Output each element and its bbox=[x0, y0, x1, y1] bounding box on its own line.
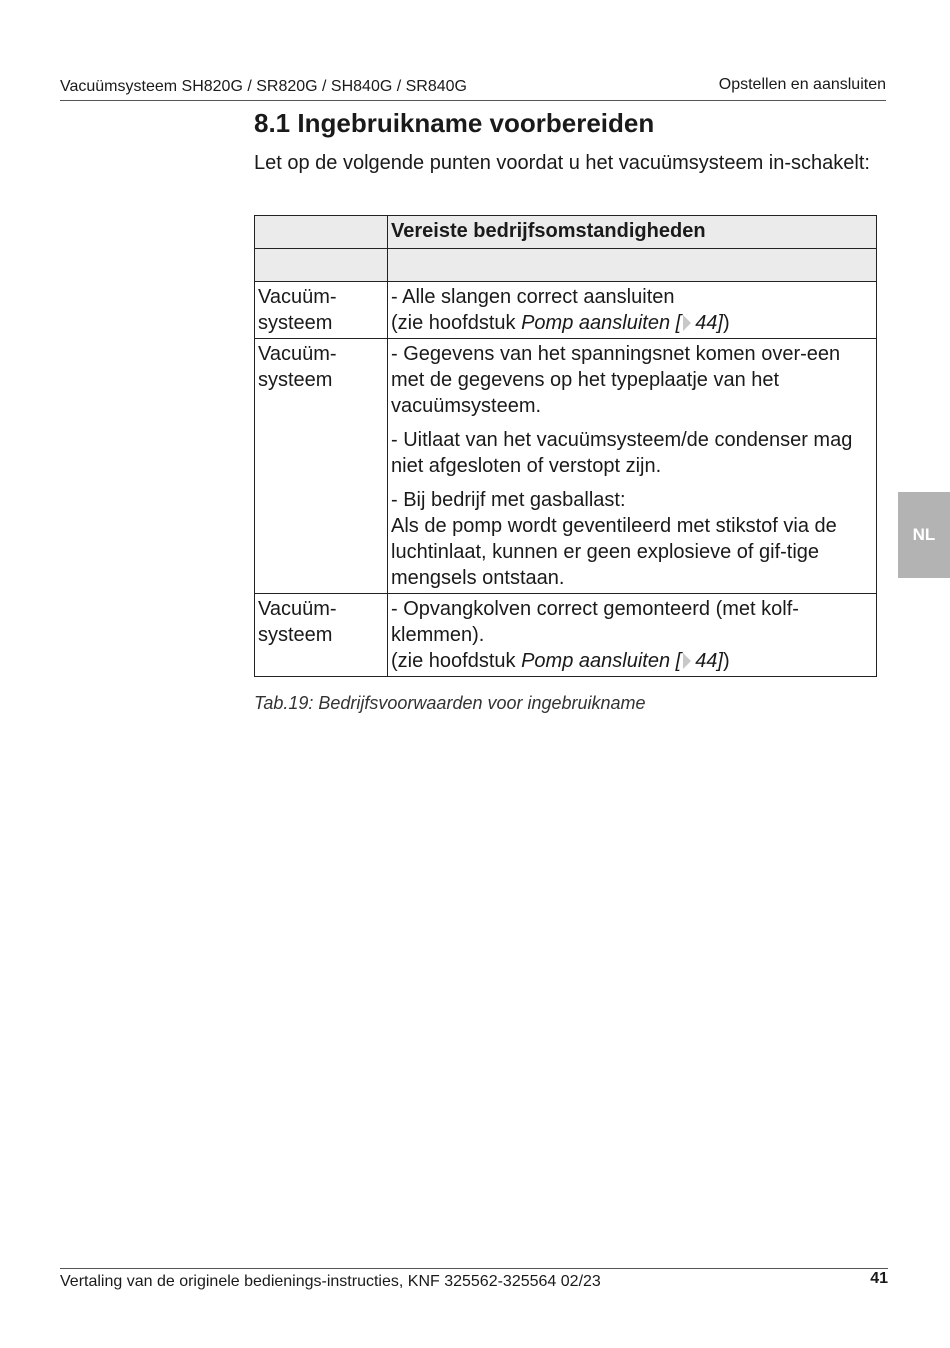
requirement-text-continued: Als de pomp wordt geventileerd met stikstof via de luchtinlaat, kunnen er geen explosieve of gif-tige mengsels ontstaan. bbox=[391, 515, 837, 589]
running-header-title: Vacuümsysteem SH820G / SR820G / SH840G / SR840G bbox=[60, 78, 467, 95]
page-arrow-icon bbox=[683, 315, 691, 331]
table-empty-cell bbox=[388, 249, 877, 282]
footer-text: Vertaling van de originele bedienings-instructies, KNF 325562-325564 02/23 bbox=[60, 1273, 601, 1290]
requirement-text: - Opvangkolven correct gemonteerd (met kolf-klemmen). bbox=[391, 598, 799, 646]
table-empty-row bbox=[255, 249, 877, 282]
row-label: Vacuüm-systeem bbox=[255, 282, 388, 339]
requirement-paragraph: - Gegevens van het spanningsnet komen over-een met de gegevens op het typeplaatje van het vacuümsysteem. bbox=[391, 343, 841, 417]
requirements-table bbox=[254, 215, 877, 677]
requirement-text: - Alle slangen correct aansluiten bbox=[391, 286, 675, 308]
language-tab bbox=[898, 492, 950, 578]
row-label: Vacuüm-systeem bbox=[255, 339, 388, 594]
reference-suffix: ) bbox=[723, 650, 730, 672]
chapter-reference-link[interactable] bbox=[521, 650, 723, 672]
intro-text: Let op de volgende punten voordat u het vacuümsysteem in-schakelt: bbox=[254, 152, 870, 174]
row-content bbox=[388, 339, 877, 594]
footer-divider bbox=[60, 1268, 888, 1269]
requirement-paragraph bbox=[391, 487, 873, 591]
requirement-text: - Bij bedrijf met gasballast: bbox=[391, 489, 626, 511]
row-content bbox=[388, 594, 877, 677]
language-tab-label: NL bbox=[912, 525, 936, 544]
chapter-reference-link[interactable] bbox=[521, 312, 723, 334]
row-content bbox=[388, 282, 877, 339]
reference-suffix: ) bbox=[723, 312, 730, 334]
header-divider bbox=[60, 100, 886, 101]
section-title: 8.1 Ingebruikname voorbereiden bbox=[254, 108, 655, 138]
reference-prefix: (zie hoofdstuk bbox=[391, 650, 522, 672]
chapter-reference-title: Pomp aansluiten [ bbox=[521, 312, 682, 334]
chapter-reference-page: 44] bbox=[695, 312, 723, 334]
reference-prefix: (zie hoofdstuk bbox=[391, 312, 522, 334]
table-header-row bbox=[255, 216, 877, 249]
page-number: 41 bbox=[870, 1270, 888, 1287]
chapter-reference-title: Pomp aansluiten [ bbox=[521, 650, 682, 672]
table-row bbox=[255, 339, 877, 594]
requirement-paragraph: - Uitlaat van het vacuümsysteem/de condenser mag niet afgesloten of verstopt zijn. bbox=[391, 429, 853, 477]
page-arrow-icon bbox=[683, 653, 691, 669]
table-caption: Tab.19: Bedrijfsvoorwaarden voor ingebruikname bbox=[254, 693, 646, 713]
table-header-cell: Vereiste bedrijfsomstandigheden bbox=[388, 216, 877, 249]
row-label: Vacuüm-systeem bbox=[255, 594, 388, 677]
running-header-chapter: Opstellen en aansluiten bbox=[718, 76, 886, 93]
table-row bbox=[255, 594, 877, 677]
requirement-paragraph bbox=[391, 596, 873, 674]
requirement-paragraph bbox=[391, 284, 873, 336]
chapter-reference-page: 44] bbox=[695, 650, 723, 672]
table-empty-cell bbox=[255, 249, 388, 282]
table-row bbox=[255, 282, 877, 339]
table-header-cell-empty bbox=[255, 216, 388, 249]
